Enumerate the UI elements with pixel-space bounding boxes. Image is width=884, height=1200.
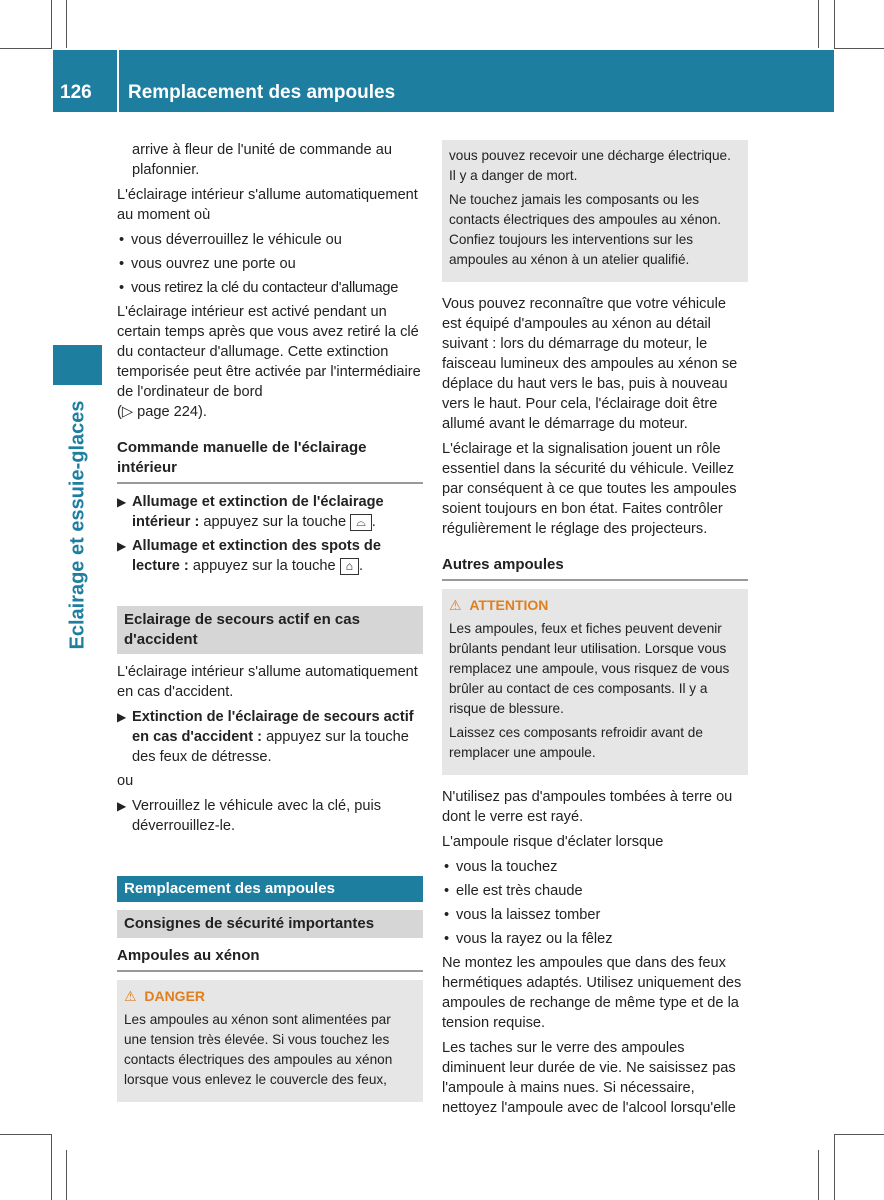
- step-text: appuyez sur la touche: [203, 514, 347, 530]
- instruction-step: ▶ Allumage et extinction de l'éclairage intérieur : appuyez sur la touche ⌓ .: [117, 494, 384, 530]
- step-text: appuyez sur la touche: [192, 558, 336, 574]
- instruction-step: [117, 707, 423, 767]
- section-heading-other-bulbs: Autres ampoules: [442, 555, 748, 581]
- step-arrow-icon: ▶: [117, 799, 127, 813]
- attention-header: [449, 595, 741, 615]
- danger-label: DANGER: [144, 988, 206, 1004]
- side-tab-marker: [53, 345, 102, 385]
- reading-light-key-icon: ⌂: [340, 558, 359, 575]
- burst-paragraph: L'ampoule risque d'éclater lorsque: [442, 834, 664, 850]
- stains-paragraph: Les taches sur le verre des ampoules diminuent leur durée de vie. Ne saisissez pas l'ampoule à mains nues. Si nécessaire, nettoyez l'ampoule avec de l'alcool lorsqu'elle: [442, 1040, 736, 1116]
- page-title: Remplacement des ampoules: [128, 82, 396, 103]
- instruction-step: [117, 796, 423, 836]
- left-column: [117, 140, 423, 1114]
- tempo-text: L'éclairage intérieur est activé pendant un certain temps après que vous avez retiré la clé du contacteur d'allumage. Cette extinction temporisée peut être activée par l'intermédiaire de l'ordinateur de bord: [117, 304, 421, 400]
- danger-text: Les ampoules au xénon sont alimentées par une tension très élevée. Si vous touchez les contacts électriques des ampoules au xénon lorsque vous enlevez le couvercle des feux,: [124, 1012, 393, 1087]
- section-title-safety: Consignes de sécurité importantes: [117, 910, 423, 938]
- section-heading-manual: Commande manuelle de l'éclairage intérieur: [117, 438, 423, 484]
- tempo-paragraph: [117, 302, 423, 422]
- step-title: Allumage et extinction des spots de lecture :: [132, 538, 381, 574]
- danger-box: [117, 980, 423, 1102]
- step-text: appuyez sur la touche des feux de détresse.: [132, 729, 409, 765]
- crop-mark: [0, 1134, 52, 1135]
- list-item: • vous la touchez: [442, 857, 748, 877]
- section-title-bulb-replacement: Remplacement des ampoules: [117, 876, 423, 902]
- attention-label: ATTENTION: [469, 597, 549, 613]
- danger-box-continued: [442, 140, 748, 282]
- page-reference-link[interactable]: (▷ page 224).: [117, 404, 207, 420]
- list-item: • vous la laissez tomber: [442, 905, 748, 925]
- right-column: [442, 140, 748, 1123]
- warning-triangle-icon: ⚠: [124, 988, 137, 1004]
- step-arrow-icon: ▶: [117, 710, 127, 724]
- section-heading-xenon: Ampoules au xénon: [117, 946, 423, 972]
- warning-triangle-icon: ⚠: [449, 597, 462, 613]
- interior-light-key-icon: ⌓: [350, 514, 372, 531]
- section-box-emergency: Eclairage de secours actif en cas d'accident: [117, 606, 423, 654]
- step-title: Allumage et extinction de l'éclairage intérieur :: [132, 494, 384, 530]
- dropped-bulbs-paragraph: N'utilisez pas d'ampoules tombées à terre ou dont le verre est rayé.: [442, 789, 733, 825]
- lighting-safety-paragraph: L'éclairage et la signalisation jouent un rôle essentiel dans la sécurité du véhicule. Veillez par conséquent à ce que toutes les ampoules soient toujours en bon état. Faites contrôler régulièrement le réglage des projecteurs.: [442, 441, 737, 537]
- crop-mark: [51, 0, 52, 48]
- crop-mark: [834, 0, 835, 48]
- crop-mark: [834, 1134, 884, 1135]
- page-number: 126: [60, 82, 92, 103]
- side-tab-label: Eclairage et essuie-glaces: [66, 400, 89, 650]
- step-arrow-icon: ▶: [117, 539, 127, 553]
- crop-mark: [818, 0, 819, 48]
- xenon-recognition-paragraph: Vous pouvez reconnaître que votre véhicule est équipé d'ampoules au xénon au détail suivant : lors du démarrage du moteur, le faisceau lumineux des ampoules au xénon se déplace du haut vers le bas, puis à nouveau vers le haut. Pour cela, l'éclairage doit être allumé avant le démarrage du moteur.: [442, 296, 738, 432]
- list-item: • vous retirez la clé du contacteur d'allumage: [117, 278, 423, 298]
- list-item: • vous la rayez ou la fêlez: [442, 929, 748, 949]
- crop-mark: [834, 48, 884, 49]
- attention-text: Les ampoules, feux et fiches peuvent devenir brûlants pendant leur utilisation. Lorsque vous remplacez une ampoule, vous risquez de vous brûler au contact de ces composants. Il y a risque de blessure.: [449, 621, 730, 716]
- list-item: • vous déverrouillez le véhicule ou: [117, 230, 423, 250]
- crop-mark: [818, 1150, 819, 1200]
- step-arrow-icon: ▶: [117, 495, 127, 509]
- emergency-paragraph: L'éclairage intérieur s'allume automatiquement en cas d'accident.: [117, 664, 418, 700]
- danger-header: [124, 986, 416, 1006]
- danger-text: vous pouvez recevoir une décharge électrique. Il y a danger de mort.: [449, 148, 731, 183]
- attention-box: [442, 589, 748, 775]
- danger-text: Ne touchez jamais les composants ou les contacts électriques des ampoules au xénon. Confiez toujours les interventions sur les ampoules au xénon à un atelier qualifié.: [449, 192, 722, 267]
- list-item: • vous ouvrez une porte ou: [117, 254, 423, 274]
- crop-mark: [51, 1134, 52, 1200]
- crop-mark: [66, 1150, 67, 1200]
- attention-text: Laissez ces composants refroidir avant de remplacer une ampoule.: [449, 725, 703, 760]
- mount-paragraph: Ne montez les ampoules que dans des feux hermétiques adaptés. Utilisez uniquement des ampoules de rechange de même type et de la tension requise.: [442, 955, 742, 1031]
- step-text: Verrouillez le véhicule avec la clé, puis déverrouillez-le.: [132, 798, 382, 834]
- crop-mark: [0, 48, 52, 49]
- header-divider: [117, 50, 119, 112]
- step-title: Extinction de l'éclairage de secours actif en cas d'accident :: [132, 709, 414, 745]
- or-text: ou: [117, 773, 134, 789]
- auto-light-paragraph: L'éclairage intérieur s'allume automatiquement au moment où: [117, 187, 418, 223]
- crop-mark: [834, 1134, 835, 1200]
- intro-paragraph: arrive à fleur de l'unité de commande au plafonnier.: [132, 142, 392, 178]
- list-item: • elle est très chaude: [442, 881, 748, 901]
- instruction-step: ▶ Allumage et extinction des spots de lecture : appuyez sur la touche ⌂ .: [117, 538, 381, 574]
- crop-mark: [66, 0, 67, 48]
